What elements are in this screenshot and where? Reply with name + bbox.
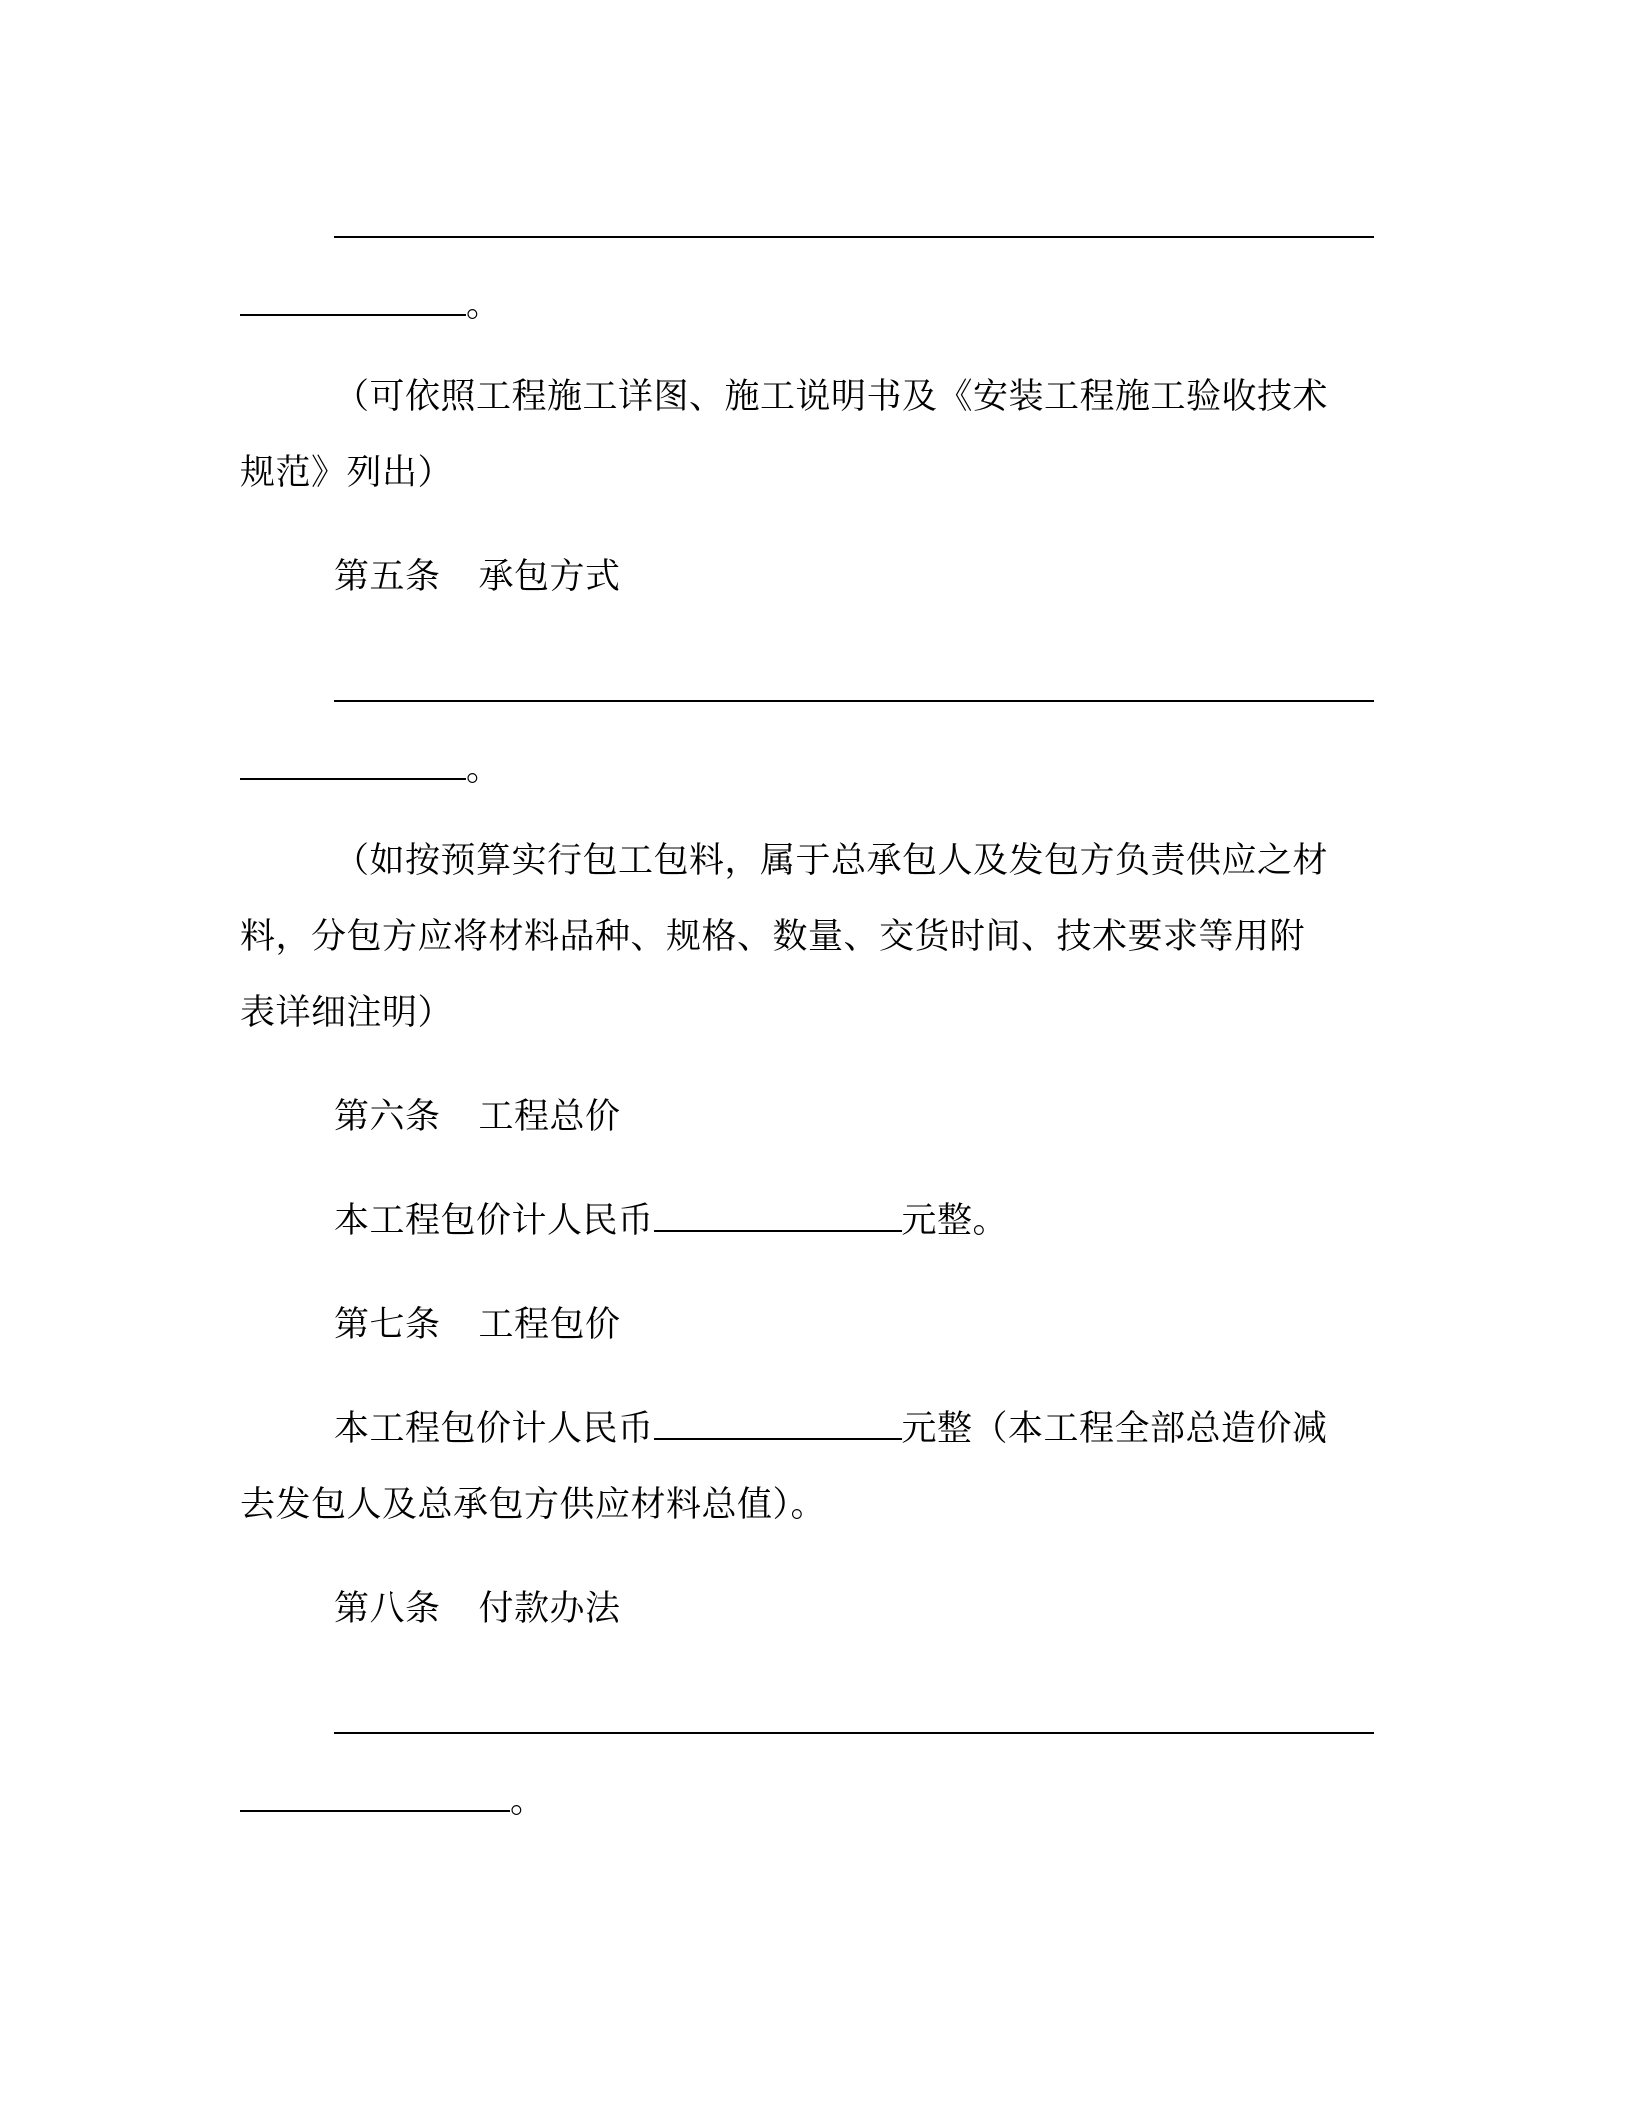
article-number: 第六条 [334,1097,441,1137]
period: 。 [510,1781,546,1821]
article-title: 付款办法 [478,1589,621,1629]
fill-in-blank [654,1200,902,1232]
text: 去发包人及总承包方供应材料总值）。 [240,1485,827,1525]
fill-in-line [334,236,1374,238]
note-text: 规范》列出） [240,453,454,493]
period: 。 [466,749,502,789]
note-text: （可依照工程施工详图、施工说明书及《安装工程施工验收技术 [334,377,1329,417]
article-title: 工程总价 [478,1097,621,1137]
text: 元整（本工程全部总造价减 [901,1409,1328,1449]
fill-in-blank [240,748,466,780]
fill-in-line-end [240,1780,546,1822]
fill-in-blank [240,1780,510,1812]
article-heading [334,1588,621,1630]
paragraph-note-continued [240,452,453,494]
article-title: 工程包价 [478,1305,621,1345]
fill-in-line [334,1732,1374,1734]
note-text: 表详细注明） [240,993,454,1033]
text: 本工程包价计人民币 [334,1409,654,1449]
paragraph-text-continued [240,1484,826,1526]
fill-in-line-end [240,748,502,790]
text: 本工程包价计人民币 [334,1201,654,1241]
paragraph-text [334,1200,1008,1242]
paragraph-note-continued [240,916,1305,958]
fill-in-blank [654,1408,902,1440]
paragraph-note-continued [240,992,453,1034]
article-number: 第七条 [334,1305,441,1345]
fill-in-line-end [240,284,502,326]
note-text: （如按预算实行包工包料，属于总承包人及发包方负责供应之材 [334,841,1329,881]
article-number: 第五条 [334,557,441,597]
article-heading [334,1304,621,1346]
period: 。 [466,285,502,325]
text: 元整。 [901,1201,1009,1241]
note-text: 料，分包方应将材料品种、规格、数量、交货时间、技术要求等用附 [240,917,1306,957]
article-heading [334,1096,621,1138]
fill-in-blank [240,284,466,316]
paragraph-text [334,1408,1328,1450]
article-heading [334,556,621,598]
paragraph-note [334,840,1328,882]
article-title: 承包方式 [478,557,621,597]
fill-in-line [334,700,1374,702]
paragraph-note [334,376,1328,418]
article-number: 第八条 [334,1589,441,1629]
